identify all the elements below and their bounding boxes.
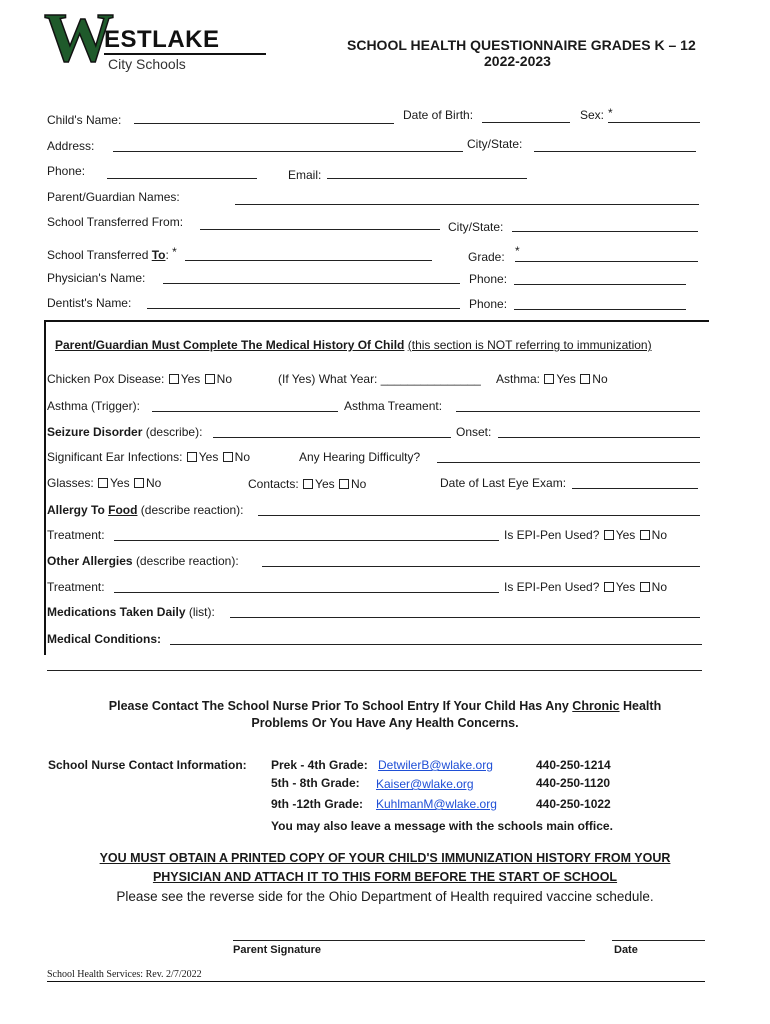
sex-field[interactable] (608, 122, 700, 123)
contact-phone-middle: 440-250-1120 (536, 776, 611, 790)
other-allergies-label (47, 554, 239, 568)
contacts-label: Contacts: (248, 477, 299, 491)
logo-word: ESTLAKE (104, 26, 220, 53)
asthma-label: Asthma: (496, 372, 541, 386)
yes-label: Yes (198, 450, 219, 464)
other-allergies-bold: Other Allergies (47, 554, 133, 568)
school-to-prefix: School Transferred (47, 248, 152, 262)
school-to-field[interactable] (185, 260, 432, 261)
city-state2-field[interactable] (512, 231, 698, 232)
glasses-no-checkbox[interactable] (134, 478, 144, 488)
what-year-label: (If Yes) What Year: _______________ (278, 372, 481, 386)
notice-part-a: Please Contact The School Nurse Prior To School Entry If Your Child Has Any (108, 699, 573, 713)
yes-label: Yes (615, 528, 636, 542)
email-label: Email: (288, 168, 322, 182)
epi-pen-label: Is EPI-Pen Used? (504, 528, 600, 542)
contact-grade-high: 9th -12th Grade: (271, 797, 364, 811)
medications-bold: Medications Taken Daily (47, 605, 186, 619)
grade-required-mark: * (515, 244, 520, 258)
conditions-label: Medical Conditions: (47, 632, 161, 646)
contact-email-prek[interactable]: DetwilerB@wlake.org (378, 758, 493, 772)
logo-subtitle: City Schools (108, 56, 186, 72)
physician-phone-label: Phone: (469, 272, 508, 286)
revision-note: School Health Services: Rev. 2/7/2022 (47, 969, 202, 980)
other-treatment-field[interactable] (114, 592, 499, 593)
allergy-food-word: Food (108, 503, 138, 517)
dob-field[interactable] (482, 122, 570, 123)
hearing-label: Any Hearing Difficulty? (299, 450, 421, 464)
child-name-field[interactable] (134, 123, 394, 124)
yes-label: Yes (615, 580, 636, 594)
dentist-label: Dentist's Name: (47, 296, 132, 310)
school-year: 2022-2023 (484, 53, 551, 69)
parent-names-label: Parent/Guardian Names: (47, 190, 180, 204)
phone-field[interactable] (107, 178, 257, 179)
asthma-yes-checkbox[interactable] (544, 374, 554, 384)
seizure-note: (describe): (145, 425, 203, 439)
asthma-row (496, 372, 608, 386)
contacts-yes-checkbox[interactable] (303, 479, 313, 489)
section-left-rule (44, 320, 46, 655)
chicken-pox-yes-checkbox[interactable] (169, 374, 179, 384)
ear-no-checkbox[interactable] (223, 452, 233, 462)
form-title: SCHOOL HEALTH QUESTIONNAIRE GRADES K – 12 (347, 37, 696, 53)
immunization-notice-line1: YOU MUST OBTAIN A PRINTED COPY OF YOUR CHILD'S IMMUNIZATION HISTORY FROM YOUR (99, 851, 671, 865)
medical-history-heading (55, 338, 652, 352)
section-top-rule (44, 320, 709, 322)
school-to-required-mark: * (172, 245, 177, 259)
logo-letter: W (44, 0, 114, 77)
conditions-field-line2[interactable] (47, 670, 702, 671)
chicken-pox-row (47, 372, 232, 386)
food-allergy-field[interactable] (258, 515, 700, 516)
allergy-note: (describe reaction): (140, 503, 244, 517)
glasses-row (47, 476, 161, 490)
dob-label: Date of Birth: (403, 108, 474, 122)
contacts-no-checkbox[interactable] (339, 479, 349, 489)
school-from-label: School Transferred From: (47, 215, 184, 229)
no-label: No (216, 372, 232, 386)
conditions-field[interactable] (170, 644, 702, 645)
food-epipen-yes-checkbox[interactable] (604, 530, 614, 540)
yes-label: Yes (556, 372, 576, 386)
city-state2-label: City/State: (448, 220, 504, 234)
asthma-treatment-label: Asthma Treament: (344, 399, 443, 413)
date-label: Date (614, 944, 638, 956)
asthma-treatment-field[interactable] (456, 411, 700, 412)
medical-heading-bold: Parent/Guardian Must Complete The Medical History Of Child (55, 338, 405, 352)
hearing-field[interactable] (437, 462, 700, 463)
other-epipen-yes-checkbox[interactable] (604, 582, 614, 592)
contact-phone-prek: 440-250-1214 (536, 758, 611, 772)
school-from-field[interactable] (200, 229, 440, 230)
city-state-field[interactable] (534, 151, 696, 152)
contacts-row (248, 477, 366, 491)
no-label: No (350, 477, 367, 491)
nurse-notice-line1 (0, 699, 770, 713)
ear-infection-row (47, 450, 250, 464)
asthma-trigger-field[interactable] (152, 411, 338, 412)
other-treatment-label: Treatment: (47, 580, 105, 594)
food-treatment-label: Treatment: (47, 528, 105, 542)
contact-grade-middle: 5th - 8th Grade: (271, 776, 360, 790)
chicken-pox-label: Chicken Pox Disease: (47, 372, 165, 386)
no-label: No (145, 476, 162, 490)
food-epipen-no-checkbox[interactable] (640, 530, 650, 540)
contact-email-high[interactable]: KuhlmanM@wlake.org (376, 797, 497, 811)
no-label: No (651, 580, 667, 594)
eye-exam-label: Date of Last Eye Exam: (440, 476, 567, 490)
grade-label: Grade: (468, 250, 505, 264)
food-epipen-row (504, 528, 667, 542)
ear-infections-label: Significant Ear Infections: (47, 450, 183, 464)
no-label: No (592, 372, 608, 386)
medications-note: (list): (188, 605, 215, 619)
contact-phone-high: 440-250-1022 (536, 797, 611, 811)
other-allergies-field[interactable] (262, 566, 700, 567)
office-note: You may also leave a message with the schools main office. (271, 819, 613, 833)
medical-heading-note: (this section is NOT referring to immunization) (407, 338, 652, 352)
ear-yes-checkbox[interactable] (187, 452, 197, 462)
sex-label: Sex: (580, 108, 605, 122)
other-allergies-note: (describe reaction): (135, 554, 239, 568)
immunization-notice-line2: PHYSICIAN AND ATTACH IT TO THIS FORM BEFORE THE START OF SCHOOL (152, 870, 618, 884)
email-field[interactable] (327, 178, 527, 179)
seizure-label (47, 425, 202, 439)
phone-label: Phone: (47, 164, 86, 178)
parent-signature-field[interactable] (233, 940, 585, 941)
nurse-notice-line2: Problems Or You Have Any Health Concerns. (251, 716, 519, 730)
physician-label: Physician's Name: (47, 271, 146, 285)
reverse-side-note: Please see the reverse side for the Ohio Department of Health required vaccine schedule. (116, 889, 654, 904)
logo-rule (104, 53, 266, 55)
contact-grade-prek: Prek - 4th Grade: (271, 758, 368, 772)
other-epipen-row (504, 580, 667, 594)
parent-signature-label: Parent Signature (233, 944, 322, 956)
address-label: Address: (47, 139, 95, 153)
food-treatment-field[interactable] (114, 540, 499, 541)
eye-exam-field[interactable] (572, 488, 698, 489)
westlake-logo (44, 0, 269, 77)
onset-label: Onset: (456, 425, 492, 439)
notice-chronic-word: Chronic (572, 699, 620, 713)
school-to-word: To (151, 248, 166, 262)
sex-required-mark: * (608, 106, 613, 120)
asthma-no-checkbox[interactable] (580, 374, 590, 384)
glasses-label: Glasses: (47, 476, 94, 490)
food-allergy-label (47, 503, 244, 517)
contact-email-middle[interactable]: Kaiser@wlake.org (376, 777, 474, 791)
no-label: No (651, 528, 667, 542)
child-name-label: Child's Name: (47, 113, 122, 127)
notice-part-b: Health (619, 699, 662, 713)
onset-field[interactable] (498, 437, 700, 438)
school-to-label: School Transferred To: * (47, 245, 177, 262)
medications-field[interactable] (230, 617, 700, 618)
physician-phone-field[interactable] (514, 284, 686, 285)
yes-label: Yes (110, 476, 130, 490)
chicken-pox-no-checkbox[interactable] (205, 374, 215, 384)
nurse-contact-label: School Nurse Contact Information: (48, 758, 247, 772)
seizure-bold: Seizure Disorder (47, 425, 143, 439)
other-epipen-no-checkbox[interactable] (640, 582, 650, 592)
medications-label (47, 605, 215, 619)
grade-field[interactable] (515, 261, 698, 262)
epi-pen-label: Is EPI-Pen Used? (504, 580, 600, 594)
allergy-prefix: Allergy To (47, 503, 109, 517)
dentist-field[interactable] (147, 308, 460, 309)
city-state-label: City/State: (467, 137, 523, 151)
parent-names-field[interactable] (235, 204, 699, 205)
seizure-field[interactable] (213, 437, 451, 438)
dentist-phone-label: Phone: (469, 297, 508, 311)
no-label: No (234, 450, 251, 464)
yes-label: Yes (180, 372, 201, 386)
physician-field[interactable] (163, 283, 460, 284)
asthma-trigger-label: Asthma (Trigger): (47, 399, 140, 413)
address-field[interactable] (113, 151, 463, 152)
glasses-yes-checkbox[interactable] (98, 478, 108, 488)
date-field[interactable] (612, 940, 705, 941)
yes-label: Yes (315, 477, 335, 491)
dentist-phone-field[interactable] (514, 309, 686, 310)
